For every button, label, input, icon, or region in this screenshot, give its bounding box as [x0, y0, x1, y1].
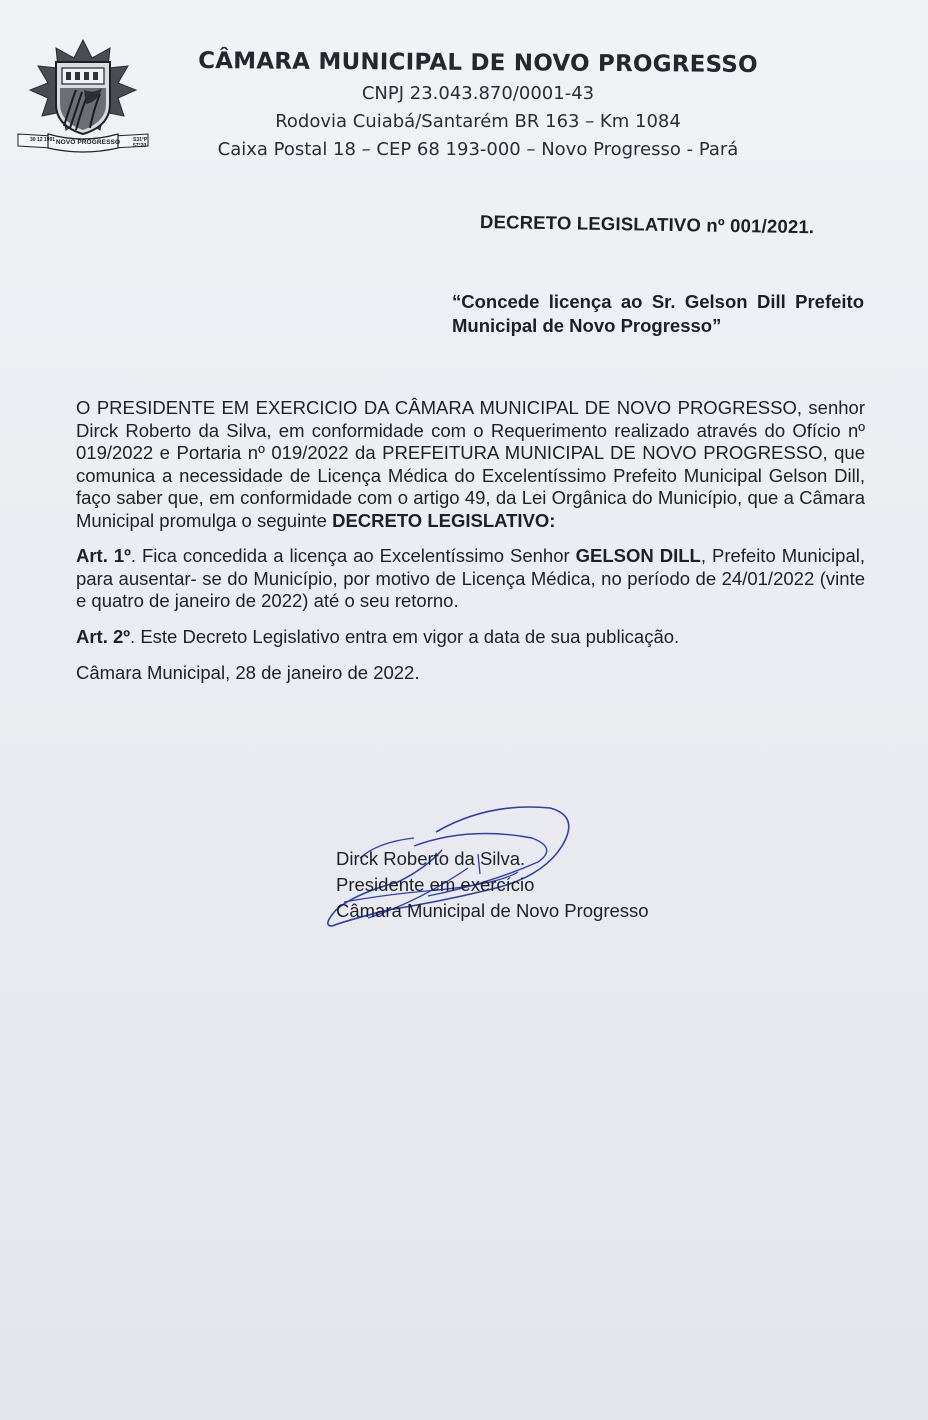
decree-summary: “Concede licença ao Sr. Gelson Dill Prefeito Municipal de Novo Progresso”	[452, 291, 864, 336]
preamble-paragraph	[76, 397, 865, 532]
preamble-text: O PRESIDENTE EM EXERCICIO DA CÂMARA MUNICIPAL DE NOVO PROGRESSO, senhor Dirck Roberto da Silva, em conformidade com o Requerimento realizado através do Ofício nº 019/2022 e Portaria nº 019/2022 da PREFEITURA MUNICIPAL DE NOVO PROGRESSO, que comunica a necessidade de Licença Médica do Excelentíssimo Prefeito Municipal Gelson Dill, faço saber que, em conformidade com o artigo 49, da Lei Orgânica do Município, que a Câmara Municipal promulga o seguinte	[76, 397, 865, 531]
signer-name: Dirck Roberto da Silva.	[336, 848, 526, 869]
article-1-label: Art. 1º	[76, 545, 131, 566]
address-line: Rodovia Cuiabá/Santarém BR 163 – Km 1084	[275, 111, 681, 132]
article-2-text: . Este Decreto Legislativo entra em vigor a data de sua publicação.	[130, 625, 680, 647]
article-1-name: GELSON DILL	[575, 545, 701, 566]
signer-role: Presidente em exercício	[336, 874, 535, 895]
crest-date-left: 30 12 1991	[30, 137, 56, 143]
decree-number: DECRETO LEGISLATIVO nº 001/2021.	[479, 211, 815, 238]
crest-date-right: S31°P 57°20	[133, 137, 148, 149]
article-2	[76, 626, 865, 649]
article-2-label: Art. 2º	[76, 625, 131, 647]
article-1-text-b: , Prefeito Municipal, para ausentar- se do Município, por motivo de Licença Médica, no período de 24/01/2022 (vinte e quatro de janeiro de 2022) até o seu retorno.	[76, 545, 865, 611]
signature-block	[336, 846, 716, 924]
decree-body	[76, 397, 865, 698]
institution-name: CÂMARA MUNICIPAL DE NOVO PROGRESSO	[198, 48, 758, 78]
coat-of-arms	[12, 38, 154, 156]
signer-institution: Câmara Municipal de Novo Progresso	[336, 900, 649, 921]
cnpj-line: CNPJ 23.043.870/0001-43	[361, 83, 595, 104]
article-1	[76, 545, 865, 613]
date-line: Câmara Municipal, 28 de janeiro de 2022.	[76, 662, 420, 683]
postal-line: Caixa Postal 18 – CEP 68 193-000 – Novo Progresso - Pará	[217, 139, 739, 160]
letterhead	[168, 50, 788, 162]
crest-banner-text: NOVO PROGRESSO	[55, 139, 121, 146]
article-1-text-a: . Fica concedida a licença ao Excelentíssimo Senhor	[130, 545, 570, 566]
preamble-emphasis: DECRETO LEGISLATIVO:	[332, 509, 556, 531]
